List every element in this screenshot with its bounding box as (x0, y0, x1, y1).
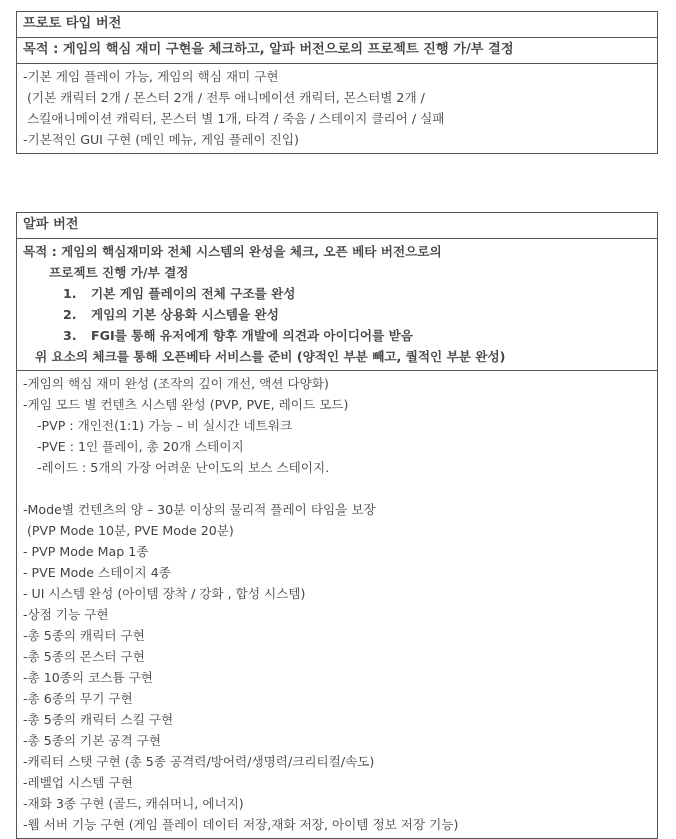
alpha-item: - PVE Mode 스테이지 4종 (23, 565, 171, 580)
alpha-item: -총 5종의 기본 공격 구현 (23, 733, 162, 748)
alpha-item: -총 10종의 코스튬 구현 (23, 670, 153, 685)
alpha-goal-item (23, 283, 651, 304)
alpha-goal-block (17, 239, 657, 371)
alpha-version-table (16, 212, 658, 839)
alpha-item: -웹 서버 기능 구현 (게임 플레이 데이터 저장,재화 저장, 아이템 정보 저장 기능) (23, 817, 459, 832)
alpha-item: - UI 시스템 완성 (아이템 장착 / 강화 , 합성 시스템) (23, 586, 306, 601)
alpha-goal-number: 3. (63, 328, 77, 343)
alpha-item: -상점 기능 구현 (23, 607, 109, 622)
prototype-item: 스킬애니메이션 캐릭터, 몬스터 별 1개, 타격 / 죽음 / 스테이지 클리어 / 실패 (27, 111, 445, 126)
prototype-items (17, 64, 657, 153)
alpha-goal-line: 프로젝트 진행 가/부 결정 (49, 265, 189, 280)
alpha-goal-item (23, 325, 651, 346)
prototype-item: (기본 캐릭터 2개 / 몬스터 2개 / 전투 애니메이션 캐릭터, 몬스터별 2개 / (27, 90, 425, 105)
alpha-item: -PVE : 1인 플레이, 총 20개 스테이지 (37, 439, 244, 454)
alpha-item: -캐릭터 스탯 구현 (총 5종 공격력/방어력/생명력/크리티컬/속도) (23, 754, 375, 769)
alpha-goal-summary: 위 요소의 체크를 통해 오픈베타 서비스를 준비 (양적인 부분 빼고, 퀄적인 부분 완성) (35, 349, 506, 364)
alpha-item: -총 5종의 캐릭터 구현 (23, 628, 145, 643)
alpha-goal-text: FGI를 통해 유저에게 향후 개발에 의견과 아이디어를 받음 (91, 328, 413, 343)
alpha-item: -레이드 : 5개의 가장 어려운 난이도의 보스 스테이지. (37, 460, 330, 475)
alpha-item: -Mode별 컨텐츠의 양 – 30분 이상의 물리적 플레이 타임을 보장 (23, 502, 376, 517)
alpha-item: -총 5종의 캐릭터 스킬 구현 (23, 712, 174, 727)
alpha-goal-text: 기본 게임 플레이의 전체 구조를 완성 (91, 286, 296, 301)
alpha-item: - PVP Mode Map 1종 (23, 544, 149, 559)
alpha-item: -총 5종의 몬스터 구현 (23, 649, 145, 664)
prototype-item: -기본적인 GUI 구현 (메인 메뉴, 게임 플레이 진입) (23, 132, 299, 147)
alpha-items (17, 371, 657, 838)
prototype-title: 프로토 타입 버전 (17, 12, 657, 38)
alpha-title: 알파 버전 (17, 213, 657, 239)
alpha-goal-text: 게임의 기본 상용화 시스템을 완성 (91, 307, 279, 322)
prototype-item: -기본 게임 플레이 가능, 게임의 핵심 재미 구현 (23, 69, 279, 84)
alpha-goal-item (23, 304, 651, 325)
prototype-version-table (16, 11, 658, 154)
alpha-item: -레벨업 시스템 구현 (23, 775, 133, 790)
alpha-goal-number: 2. (63, 307, 77, 322)
alpha-item: -PVP : 개인전(1:1) 가능 – 비 실시간 네트워크 (37, 418, 293, 433)
alpha-goal-line: 목적 : 게임의 핵심재미와 전체 시스템의 완성을 체크, 오픈 베타 버전으로의 (23, 244, 442, 259)
alpha-item: -게임 모드 별 컨텐츠 시스템 완성 (PVP, PVE, 레이드 모드) (23, 397, 349, 412)
alpha-item: -게임의 핵심 재미 완성 (조작의 깊이 개선, 액션 다양화) (23, 376, 329, 391)
alpha-goal-number: 1. (63, 286, 77, 301)
alpha-item: -총 6종의 무기 구현 (23, 691, 133, 706)
alpha-item: -재화 3종 구현 (골드, 캐쉬머니, 에너지) (23, 796, 244, 811)
alpha-item: (PVP Mode 10분, PVE Mode 20분) (27, 523, 234, 538)
alpha-item-spacer (23, 478, 651, 499)
prototype-goal: 목적 : 게임의 핵심 재미 구현을 체크하고, 알파 버전으로의 프로젝트 진행 가/부 결정 (17, 38, 657, 64)
